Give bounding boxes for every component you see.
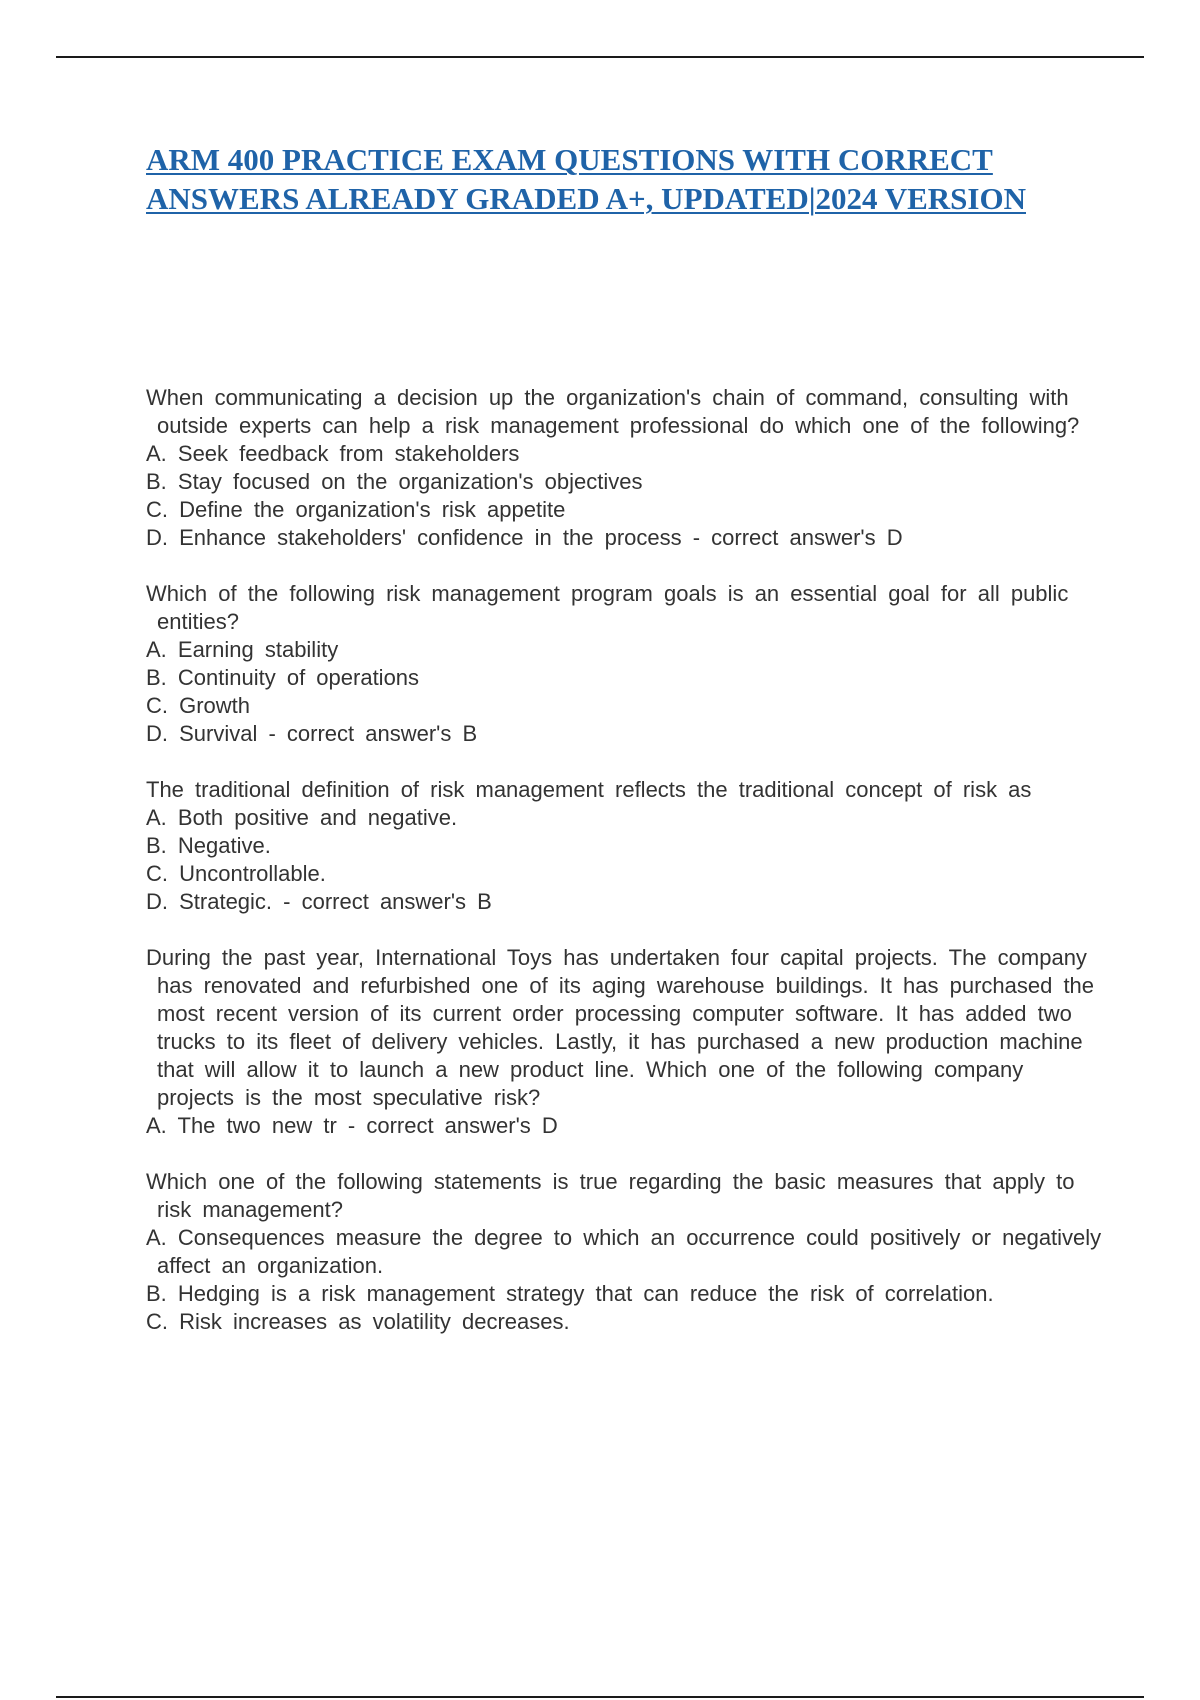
top-divider [56,56,1144,58]
answer-option: A. The two new tr - correct answer's D [146,1113,558,1138]
bottom-divider [56,1696,1144,1698]
question-list [146,384,1106,1364]
question-text: When communicating a decision up the organization's chain of command, consulting with outside experts can help a risk management professional do which one of the following? [146,385,1080,438]
question-block-1 [146,384,1106,552]
question-block-4 [146,944,1106,1140]
question-text: The traditional definition of risk management reflects the traditional concept of risk as [146,777,1032,802]
answer-option: B. Stay focused on the organization's objectives [146,469,643,494]
answer-option: A. Consequences measure the degree to which an occurrence could positively or negatively affect an organization. [146,1225,1102,1278]
answer-option: C. Uncontrollable. [146,861,326,886]
question-text: During the past year, International Toys has undertaken four capital projects. The company has renovated and refurbished one of its aging warehouse buildings. It has purchased the most recent version of its current order processing computer software. It has added two trucks to its fleet of delivery vehicles. Lastly, it has purchased a new production machine that will allow it to launch a new product line. Which one of the following company projects is the most speculative risk? [146,945,1095,1110]
answer-option: C. Define the organization's risk appetite [146,497,566,522]
answer-option: C. Growth [146,693,251,718]
answer-option: B. Negative. [146,833,271,858]
document-title[interactable] [146,140,1106,218]
answer-option: B. Hedging is a risk management strategy that can reduce the risk of correlation. [146,1281,994,1306]
question-text: Which one of the following statements is true regarding the basic measures that apply to risk management? [146,1169,1075,1222]
answer-option: A. Both positive and negative. [146,805,458,830]
answer-option: C. Risk increases as volatility decreases. [146,1309,570,1334]
answer-option: D. Survival - correct answer's B [146,721,478,746]
question-block-2 [146,580,1106,748]
title-line-2[interactable]: ANSWERS ALREADY GRADED A+, UPDATED|2024 VERSION [146,181,1026,216]
answer-option: A. Seek feedback from stakeholders [146,441,520,466]
title-line-1[interactable]: ARM 400 PRACTICE EXAM QUESTIONS WITH CORRECT [146,142,993,177]
question-block-5 [146,1168,1106,1336]
answer-option: D. Enhance stakeholders' confidence in the process - correct answer's D [146,525,903,550]
answer-option: A. Earning stability [146,637,339,662]
question-text: Which of the following risk management program goals is an essential goal for all public entities? [146,581,1069,634]
question-block-3 [146,776,1106,916]
answer-option: D. Strategic. - correct answer's B [146,889,492,914]
answer-option: B. Continuity of operations [146,665,420,690]
